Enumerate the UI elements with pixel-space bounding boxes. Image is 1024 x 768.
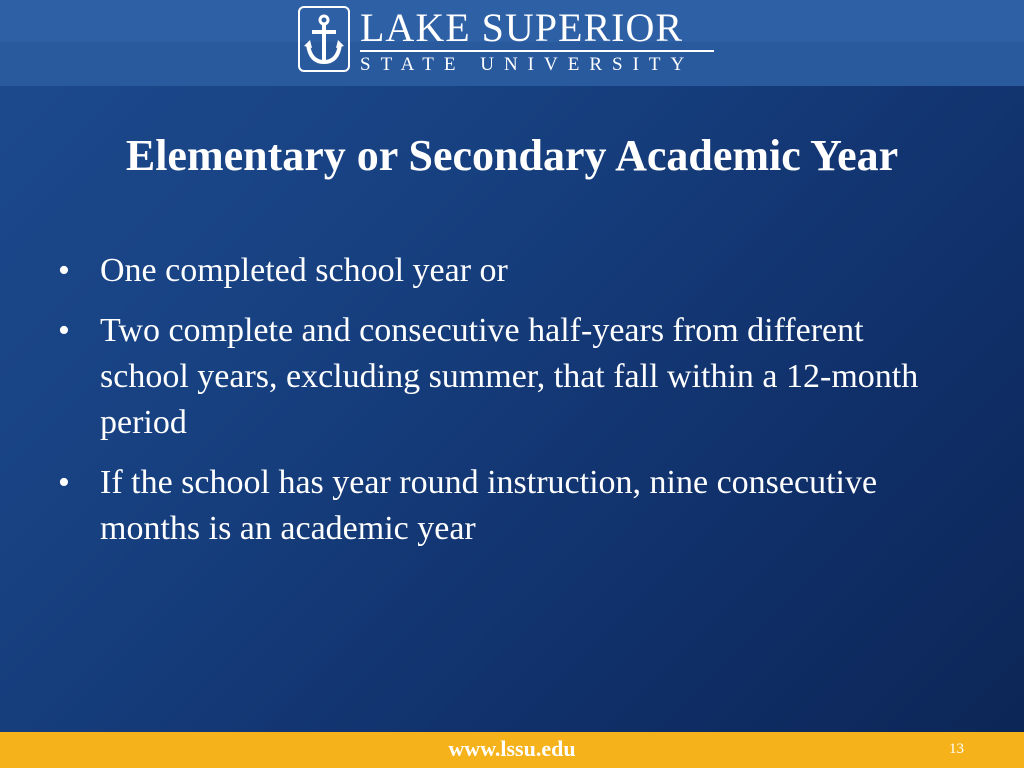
bullet-item xyxy=(58,308,958,446)
slide-title: Elementary or Secondary Academic Year xyxy=(125,131,899,180)
footer-url-link[interactable]: www.lssu.edu xyxy=(448,736,576,761)
anchor-icon xyxy=(304,14,344,66)
logo-divider xyxy=(360,50,714,52)
bullet-item xyxy=(58,248,958,294)
bullet-text: One completed school year or xyxy=(100,252,508,289)
bullet-icon: • xyxy=(58,464,70,501)
bullet-icon: • xyxy=(58,252,70,289)
logo-subtitle: STATE UNIVERSITY xyxy=(360,54,695,75)
bullet-text: If the school has year round instruction, nine consecutive months is an academic year xyxy=(100,464,878,547)
bullet-item xyxy=(58,460,958,552)
logo-emblem xyxy=(298,6,350,72)
logo-name: LAKE SUPERIOR xyxy=(360,5,684,50)
bullet-icon: • xyxy=(58,312,70,349)
bullet-text: Two complete and consecutive half-years from different school years, excluding summer, that fall within a 12-month period xyxy=(100,312,919,441)
slide-number: 13 xyxy=(949,741,964,757)
footer-bar xyxy=(0,732,1024,768)
university-logo xyxy=(298,6,718,74)
bullet-list xyxy=(58,248,958,566)
